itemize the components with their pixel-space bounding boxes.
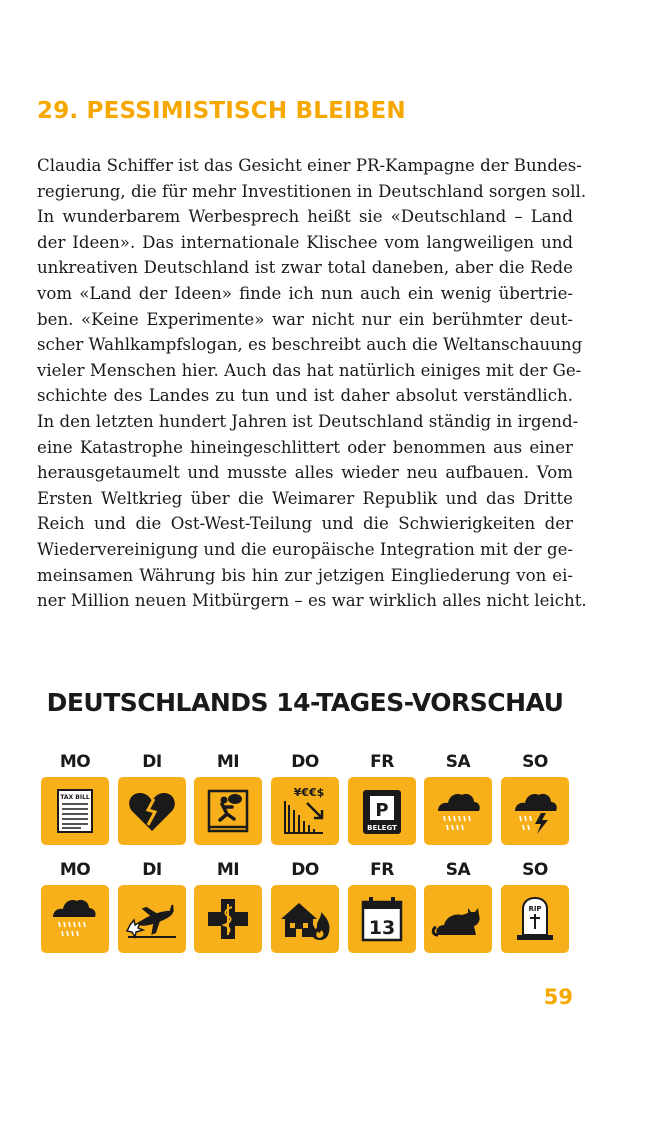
svg-text:TAX BILL: TAX BILL <box>60 794 90 801</box>
text-line: Claudia Schiffer ist das Gesicht einer PR-Kampagne der Bundes- <box>37 156 582 175</box>
text-line: vom «Land der Ideen» finde ich nun auch ein wenig übertrie- <box>37 283 573 303</box>
plane-crash-icon <box>118 885 186 953</box>
parking-full-icon <box>348 777 416 845</box>
day-label: SO <box>522 860 548 880</box>
calendar-13-icon <box>348 885 416 953</box>
rain-cloud-icon <box>424 777 492 845</box>
day-label: MO <box>59 860 91 880</box>
tax-bill-icon <box>41 777 109 845</box>
text-line: ben. «Keine Experimente» war nicht nur ein berühmter deut- <box>37 309 573 329</box>
text-line: ner Million neuen Mitbürgern – es war wirklich alles nicht leicht. <box>37 591 587 611</box>
text-line: der Ideen». Das internationale Klischee vom langweiligen und <box>37 232 573 252</box>
day-label: DO <box>291 752 319 772</box>
day-label: DO <box>291 860 319 880</box>
text-line: meinsamen Währung bis hin zur jetzigen Eingliederung von ei- <box>37 565 573 585</box>
week2-tiles <box>40 885 572 953</box>
day-label: SA <box>445 860 471 880</box>
day-label: MO <box>59 752 91 772</box>
text-line: In den letzten hundert Jahren ist Deutschland ständig in irgend- <box>37 411 579 431</box>
day-label: SO <box>522 752 548 772</box>
svg-text:RIP: RIP <box>528 905 542 913</box>
text-line: Ersten Weltkrieg über die Weimarer Republik und das Dritte <box>37 488 573 508</box>
week1-day-labels <box>40 752 572 776</box>
house-fire-icon <box>271 885 339 953</box>
text-line: schichte des Landes zu tun und ist daher absolut verständlich. <box>37 386 573 406</box>
broken-heart-icon <box>118 777 186 845</box>
forecast-title: DEUTSCHLANDS 14-TAGES-VORSCHAU <box>46 688 564 717</box>
text-line: vieler Menschen hier. Auch das hat natürlich einiges mit der Ge- <box>37 360 582 380</box>
text-line: Wiedervereinigung und die europäische Integration mit der ge- <box>37 539 573 559</box>
day-label: MI <box>216 860 240 880</box>
day-label: DI <box>142 860 162 880</box>
text-line: regierung, die für mehr Investitionen in Deutschland sorgen soll. <box>37 181 587 201</box>
svg-text:¥€€$: ¥€€$ <box>293 786 325 799</box>
text-line: scher Wahlkampfslogan, es beschreibt auch die Weltanschauung <box>37 335 583 355</box>
day-label: DI <box>142 752 162 772</box>
day-label: SA <box>445 752 471 772</box>
gravestone-icon <box>501 885 569 953</box>
text-line: herausgetaumelt und musste alles wieder neu aufbauen. Vom <box>37 463 573 483</box>
week2-day-labels <box>40 860 572 884</box>
week1-tiles <box>40 777 572 845</box>
page-number: 59 <box>543 985 573 1009</box>
text-line: eine Katastrophe hineingeschlittert oder benommen aus einer <box>37 437 573 457</box>
day-label: MI <box>216 752 240 772</box>
day-label: FR <box>370 752 394 772</box>
rain-cloud-icon <box>41 885 109 953</box>
text-line: unkreativen Deutschland ist zwar total daneben, aber die Rede <box>37 258 573 278</box>
text-line: In wunderbarem Werbesprech heißt sie «Deutschland – Land <box>37 207 573 227</box>
section-heading: 29. PESSIMISTISCH BLEIBEN <box>37 98 406 124</box>
medical-cross-icon <box>194 885 262 953</box>
text-line: Reich und die Ost-West-Teilung und die Schwierigkeiten der <box>37 514 573 534</box>
day-label: FR <box>370 860 394 880</box>
thief-running-icon <box>194 777 262 845</box>
body-paragraph <box>37 153 587 614</box>
thunderstorm-icon <box>501 777 569 845</box>
falling-currency-chart-icon <box>271 777 339 845</box>
svg-text:13: 13 <box>368 917 396 939</box>
black-cat-icon <box>424 885 492 953</box>
svg-text:BELEGT: BELEGT <box>367 824 397 832</box>
svg-text:P: P <box>375 800 389 821</box>
